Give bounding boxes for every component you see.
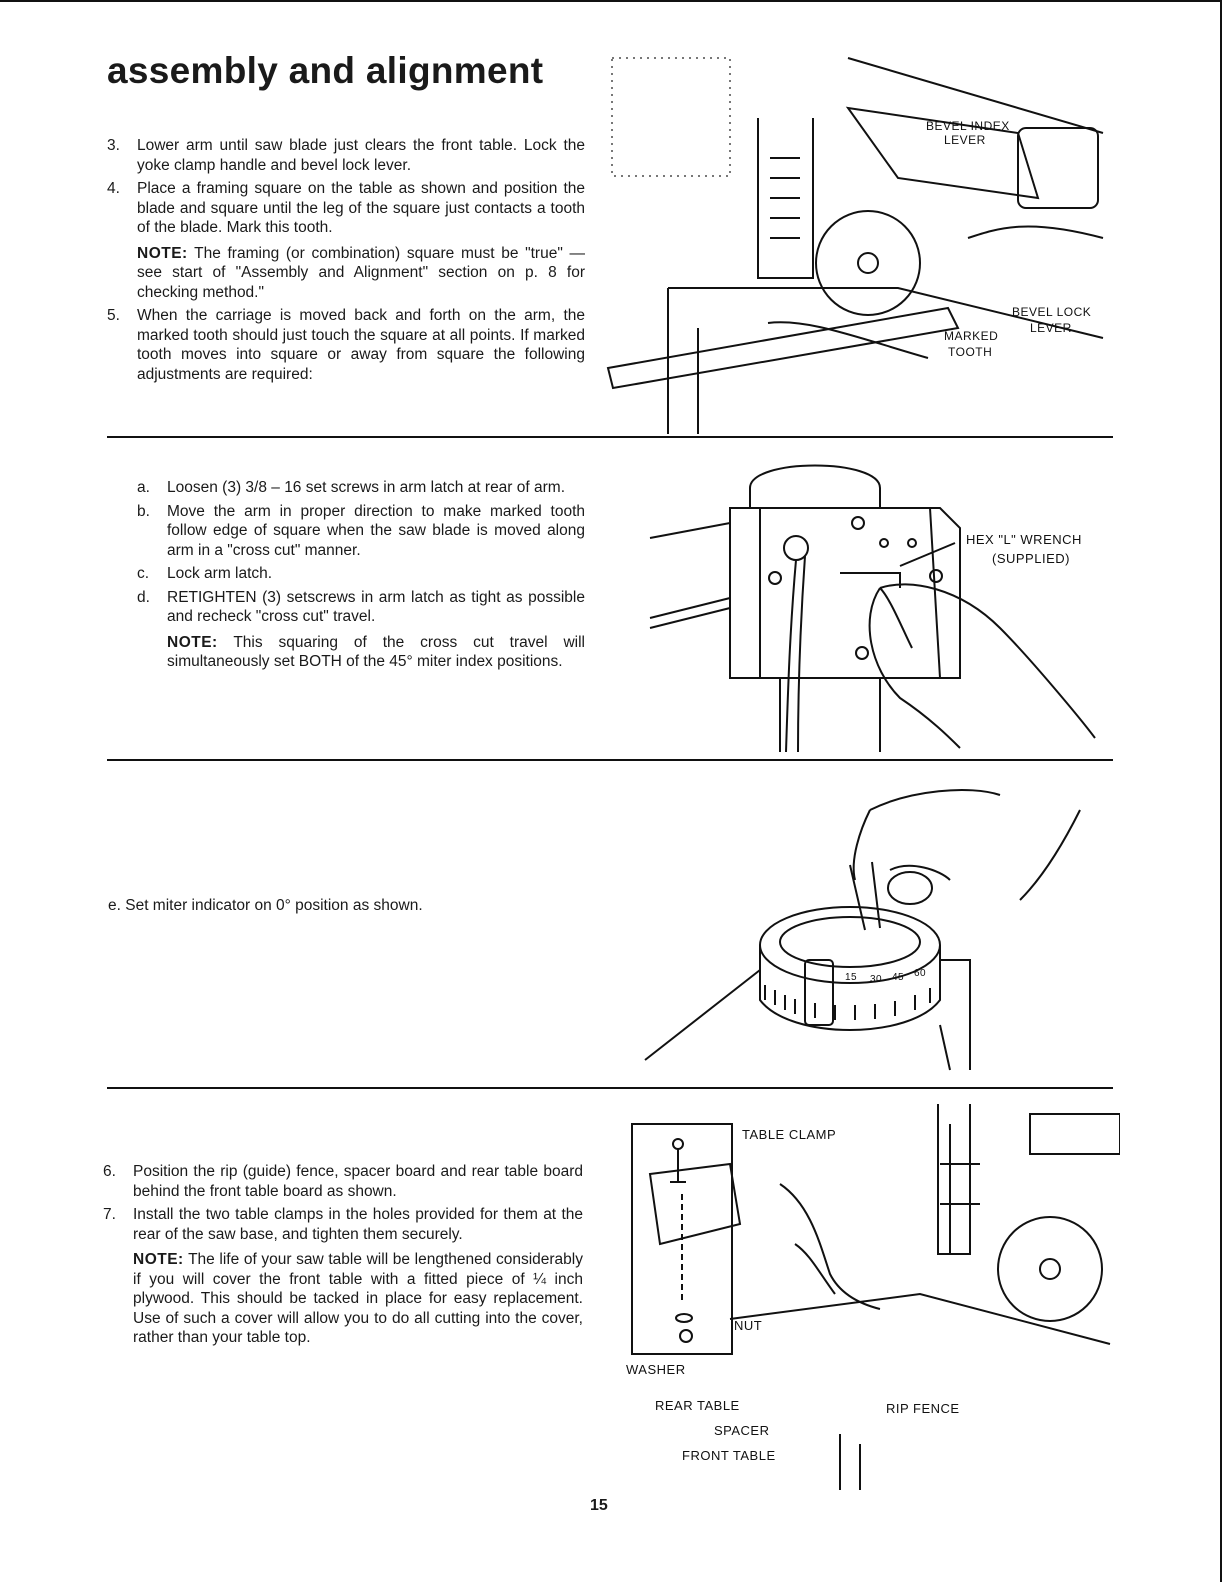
label-bevel-index-lever: LEVER xyxy=(944,133,986,147)
label-spacer: SPACER xyxy=(714,1423,770,1438)
page-title: assembly and alignment xyxy=(107,50,544,91)
figure-table-clamps xyxy=(620,1104,1120,1490)
step-b: b. Move the arm in proper direction to make marked tooth follow edge of square when the saw blade is moved along arm in a "cross cut" manner. xyxy=(137,502,585,559)
label-table-clamp: TABLE CLAMP xyxy=(742,1127,837,1142)
step-a: a. Loosen (3) 3/8 – 16 set screws in arm latch at rear of arm. xyxy=(137,479,566,496)
note-miter-index: NOTE: This squaring of the cross cut travel will simultaneously set BOTH of the 45° miter index positions. xyxy=(167,633,585,670)
step-d: d. RETIGHTEN (3) setscrews in arm latch as tight as possible and recheck "cross cut" travel. NOTE: This squaring of the cross cut travel will simultaneously set BOTH of the 45° miter index positions. xyxy=(137,588,585,670)
page-top-border xyxy=(0,0,1222,2)
step-4: 4. Place a framing square on the table as shown and position the blade and square until the leg of the square just contacts a tooth of the blade. Mark this tooth. NOTE: The framing (or combination) square must be "true" — see start of "Assembly and Alignment" section on p. 8 for checking method." xyxy=(107,180,586,301)
arm-latch-illustration xyxy=(640,448,1110,752)
figure-bevel-saw xyxy=(598,38,1118,434)
steps-section-1 xyxy=(107,136,585,388)
label-marked: MARKED xyxy=(944,329,999,343)
saw-illustration xyxy=(598,38,1118,434)
note-plywood-cover: NOTE: The life of your saw table will be lengthened considerably if you will cover the front table with a fitted piece of ¼ inch plywood. This should be tacked in place for easy replacement. Use of such a cover will allow you to do all cutting into the cover, rather than your table top. xyxy=(133,1251,583,1346)
scale-45: 45 xyxy=(892,972,905,983)
table-illustration xyxy=(620,1104,1120,1490)
figure-miter-indicator xyxy=(640,770,1110,1078)
steps-section-4 xyxy=(103,1162,583,1352)
section-divider-3 xyxy=(107,1087,1113,1089)
step-3: 3. Lower arm until saw blade just clears the front table. Lock the yoke clamp handle and bevel lock lever. xyxy=(107,137,585,174)
step-6: 6. Position the rip (guide) fence, spacer board and rear table board behind the front table board as shown. xyxy=(103,1163,583,1200)
step-e: e. Set miter indicator on 0° position as shown. xyxy=(108,897,423,914)
section-divider-2 xyxy=(107,759,1113,761)
label-rear-table: REAR TABLE xyxy=(655,1398,740,1413)
step-7: 7. Install the two table clamps in the holes provided for them at the rear of the saw base, and tighten them securely. NOTE: The life of your saw table will be lengthened considerably if you will cover the front table with a fitted piece of ¼ inch plywood. This should be tacked in place for easy replacement. Use of such a cover will allow you to do all cutting into the cover, rather than your table top. xyxy=(103,1206,583,1346)
page-number: 15 xyxy=(590,1497,608,1514)
label-tooth: TOOTH xyxy=(948,345,993,359)
label-nut: NUT xyxy=(734,1318,763,1333)
label-washer: WASHER xyxy=(626,1362,686,1377)
scale-15: 15 xyxy=(845,972,858,983)
label-bevel-lock-lever: LEVER xyxy=(1030,321,1072,335)
step-5: 5. When the carriage is moved back and forth on the arm, the marked tooth should just touch the square at all points. If marked tooth moves into square or away from square the following adjustments are required: xyxy=(107,307,585,383)
note-framing-square: NOTE: The framing (or combination) square must be "true" — see start of "Assembly and Alignment" section on p. 8 for checking method." xyxy=(137,244,586,301)
label-hex-wrench: HEX "L" WRENCH xyxy=(966,532,1082,547)
label-front-table: FRONT TABLE xyxy=(682,1448,776,1463)
scale-60: 60 xyxy=(914,968,927,979)
miter-illustration xyxy=(640,770,1110,1078)
label-rip-fence: RIP FENCE xyxy=(886,1401,960,1416)
label-bevel-lock: BEVEL LOCK xyxy=(1012,305,1092,319)
label-bevel-index: BEVEL INDEX xyxy=(926,119,1010,133)
step-c: c. Lock arm latch. xyxy=(137,565,273,582)
steps-section-2 xyxy=(137,478,585,676)
section-divider-1 xyxy=(107,436,1113,438)
scale-30: 30 xyxy=(870,974,883,985)
stamp-mark xyxy=(612,58,730,176)
figure-arm-latch xyxy=(640,448,1110,752)
label-supplied: (SUPPLIED) xyxy=(992,551,1070,566)
